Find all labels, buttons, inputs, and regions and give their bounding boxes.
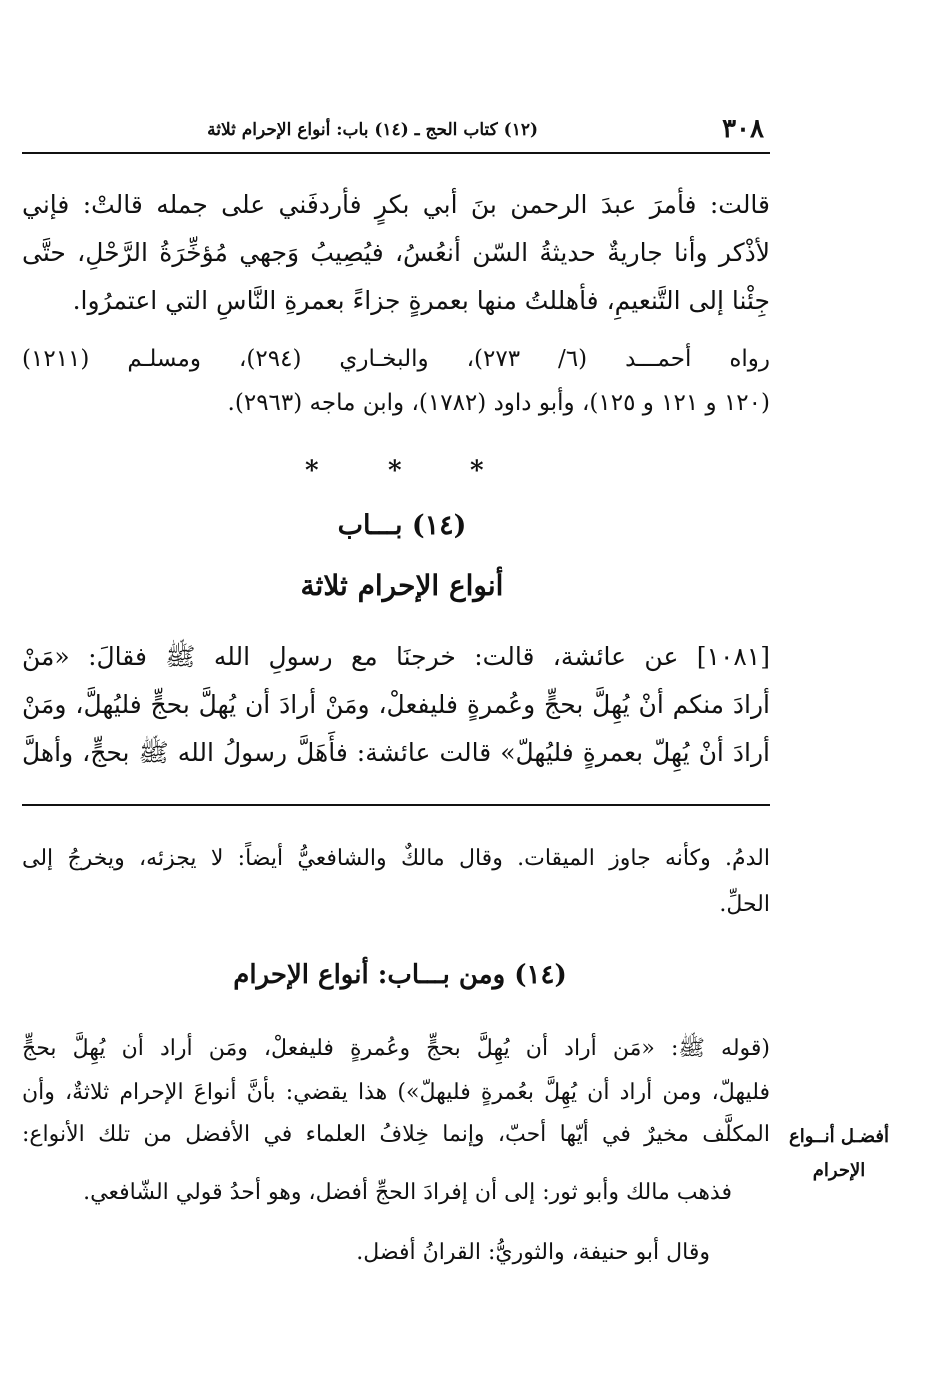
marginal-note-line: الإحرام	[812, 1160, 866, 1181]
commentary-line: الحلِّ.	[719, 892, 770, 917]
main-text-line: جِئْنا إلى التَّنعيمِ، فأهللتُ منها بعمرةٍ جزاءً بعمرةِ النَّاسِ التي اعتمرُوا.	[72, 286, 770, 315]
commentary-line: الدمُ. وكأنه جاوز الميقات. وقال مالكٌ والشافعيُّ أيضاً: لا يجزئه، ويخرجُ إلى	[22, 846, 770, 871]
footnote-divider	[22, 804, 770, 806]
separator-star: *	[388, 456, 402, 486]
citation-line: رواه أحمـــد (٦/ ٢٧٣)، والبخـاري (٢٩٤)، ومسلـم (١٢١١)	[22, 346, 770, 372]
main-text-line: قالت: فأمرَ عبدَ الرحمن بنَ أبي بكرٍ فأردفَني على جمله قالتْ: فإني	[22, 190, 770, 219]
chapter-heading: (١٤) بـــاب	[337, 510, 467, 541]
running-title: (١٢) كتاب الحج ـ (١٤) باب: أنواع الإحرام ثلاثة	[207, 120, 538, 140]
marginal-note-line: أفضـل أنــواع	[789, 1126, 889, 1147]
page-number: ٣٠٨	[722, 114, 764, 144]
commentary-line: المكلَّف مخيرٌ في أيّها أحبّ، وإنما خِلافُ العلماء في الأفضل من تلك الأنواع:	[22, 1122, 770, 1147]
separator-star: *	[470, 456, 484, 486]
marginal-note	[778, 1120, 900, 1188]
citation-line: (١٢٠ و ١٢١ و ١٢٥)، وأبو داود (١٧٨٢)، وابن ماجه (٢٩٦٣).	[227, 390, 770, 416]
chapter-title: أنواع الإحرام ثلاثة	[300, 569, 504, 602]
hadith-line: أرادَ أنْ يُهِلّ بعمرةٍ فليُهلّ» قالت عائشة: فأَهَلَّ رسولُ الله ﷺ بحجٍّ، وأهلَّ	[22, 738, 770, 767]
commentary-line: فذهب مالك وأبو ثور: إلى أن إفرادَ الحجِّ أفضل، وهو أحدُ قولي الشّافعي.	[83, 1180, 732, 1205]
hadith-line: أرادَ منكم أنْ يُهِلَّ بحجٍّ وعُمرةٍ فليفعلْ، ومَنْ أرادَ أن يُهلَّ بحجٍّ فليُهلَّ، ومَنْ	[22, 690, 770, 719]
page-header	[22, 112, 770, 154]
main-text-line: لأذْكر وأنا جاريةٌ حديثةُ السّن أنعُسُ، فيُصِيبُ وَجهي مُؤخِّرَةُ الرَّحْلِ، حتَّى	[22, 238, 770, 267]
separator-star: *	[305, 456, 319, 486]
commentary-line: فليهلّ، ومن أراد أن يُهِلَّ بعُمرةٍ فليهلّ») هذا يقضي: بأنَّ أنواعَ الإحرام ثلاثةٌ، وأن	[22, 1080, 770, 1105]
commentary-heading: (١٤) ومن بـــاب: أنواع الإحرام	[233, 960, 567, 990]
hadith-line: [١٠٨١] عن عائشة، قالت: خرجنَا مع رسولِ الله ﷺ فقالَ: «مَنْ	[22, 642, 770, 671]
commentary-line: وقال أبو حنيفة، والثوريُّ: القرانُ أفضل.	[356, 1240, 710, 1265]
commentary-line: (قوله ﷺ: «مَن أراد أن يُهِلَّ بحجٍّ وعُمرةٍ فليفعلْ، ومَن أراد أن يُهِلَّ بحجٍّ	[22, 1036, 770, 1061]
